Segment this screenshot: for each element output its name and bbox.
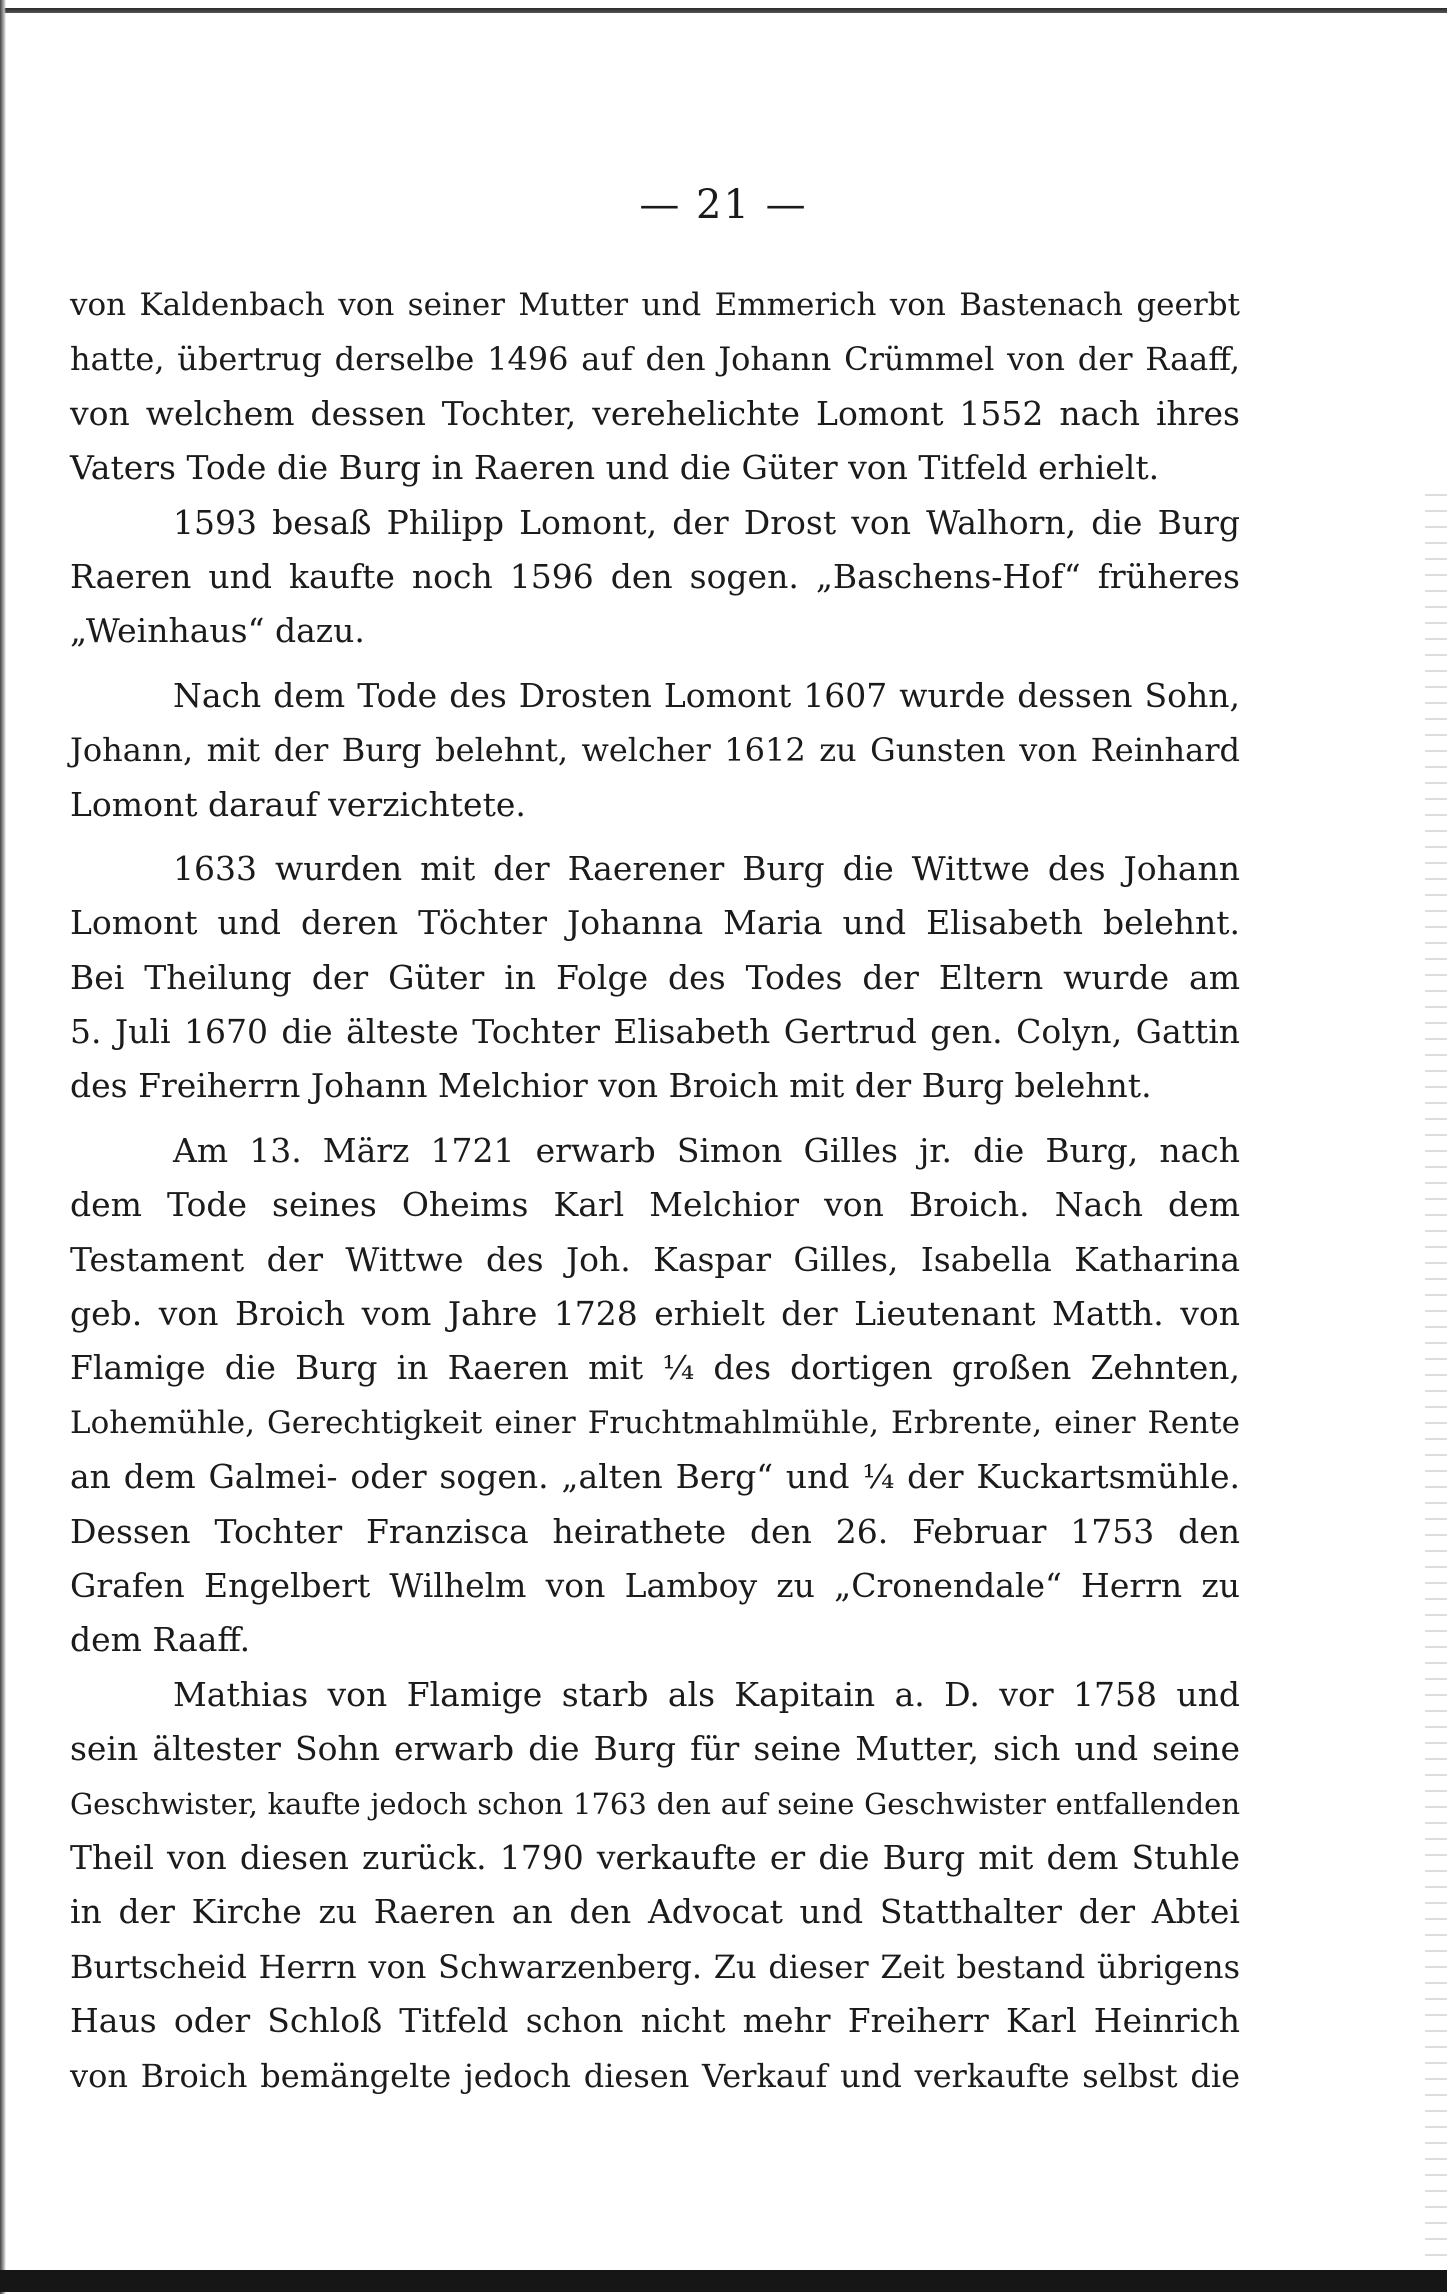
text-line: dem Raaff. [70,1620,251,1660]
text-line: Grafen Engelbert Wilhelm von Lamboy zu „Cronendale“ Herrn zu [70,1565,1240,1605]
text-line: in der Kirche zu Raeren an den Advocat und Statthalter der Abtei [70,1892,1240,1932]
text-line: hatte, übertrug derselbe 1496 auf den Johann Crümmel von der Raaff, [70,340,1240,379]
text-line: Lomont darauf verzichtete. [70,784,526,824]
text-line: Johann, mit der Burg belehnt, welcher 1612 zu Gunsten von Reinhard [70,731,1240,770]
text-line: Flamige die Burg in Raeren mit ¼ des dortigen großen Zehnten, [70,1348,1240,1388]
text-line: Geschwister, kaufte jedoch schon 1763 den auf seine Geschwister entfallenden [70,1786,1240,1821]
page-number: — 21 — [639,182,808,228]
paragraph [70,496,1240,659]
text-line: 5. Juli 1670 die älteste Tochter Elisabeth Gertrud gen. Colyn, Gattin [70,1012,1240,1052]
text-line: Raeren und kaufte noch 1596 den sogen. „Baschens-Hof“ früheres [70,556,1240,596]
paragraph [70,669,1240,832]
text-line: Theil von diesen zurück. 1790 verkaufte er die Burg mit dem Stuhle [70,1837,1240,1877]
paragraph [70,842,1240,1114]
text-line: Testament der Wittwe des Joh. Kaspar Gilles, Isabella Katharina [70,1239,1240,1279]
text-line: Lohemühle, Gerechtigkeit einer Fruchtmahlmühle, Erbrente, einer Rente [70,1404,1240,1441]
text-line: „Weinhaus“ dazu. [70,611,365,651]
text-line: von Broich bemängelte jedoch diesen Verkauf und verkaufte selbst die [70,2056,1240,2095]
top-edge-rule [0,8,1447,13]
text-line: Lomont und deren Töchter Johanna Maria und Elisabeth belehnt. [70,903,1240,943]
text-line: Bei Theilung der Güter in Folge des Todes der Eltern wurde am [70,957,1240,997]
left-binding-edge [0,0,6,2294]
text-line: Dessen Tochter Franzisca heirathete den 26. Februar 1753 den [70,1511,1240,1551]
paragraph [70,1124,1240,1668]
text-line: sein ältester Sohn erwarb die Burg für seine Mutter, sich und seine [70,1729,1240,1769]
text-line: Haus oder Schloß Titfeld schon nicht mehr Freiherr Karl Heinrich [70,2001,1240,2041]
paragraph [70,1668,1240,2103]
body-text [70,278,1240,2103]
text-line: 1633 wurden mit der Raerener Burg die Wittwe des Johann [173,848,1240,888]
bottom-edge-rule [0,2270,1447,2292]
text-line: dem Tode seines Oheims Karl Melchior von Broich. Nach dem [70,1185,1240,1225]
right-page-edge [1425,480,1447,2280]
text-line: Vaters Tode die Burg in Raeren und die Güter von Titfeld erhielt. [70,448,1160,488]
text-line: des Freiherrn Johann Melchior von Broich mit der Burg belehnt. [70,1066,1152,1106]
text-line: Burtscheid Herrn von Schwarzenberg. Zu dieser Zeit bestand übrigens [70,1947,1240,1986]
text-line: geb. von Broich vom Jahre 1728 erhielt der Lieutenant Matth. von [70,1294,1240,1334]
text-line: Am 13. März 1721 erwarb Simon Gilles jr. die Burg, nach [173,1130,1240,1170]
text-line: an dem Galmei- oder sogen. „alten Berg“ und ¼ der Kuckartsmühle. [70,1457,1240,1497]
text-line: von Kaldenbach von seiner Mutter und Emmerich von Bastenach geerbt [70,287,1240,323]
paragraph [70,278,1240,496]
text-line: Nach dem Tode des Drosten Lomont 1607 wurde dessen Sohn, [173,675,1240,715]
text-line: von welchem dessen Tochter, verehelichte Lomont 1552 nach ihres [70,393,1240,433]
text-line: Mathias von Flamige starb als Kapitain a. D. vor 1758 und [173,1674,1240,1714]
text-line: 1593 besaß Philipp Lomont, der Drost von Walhorn, die Burg [173,502,1240,542]
